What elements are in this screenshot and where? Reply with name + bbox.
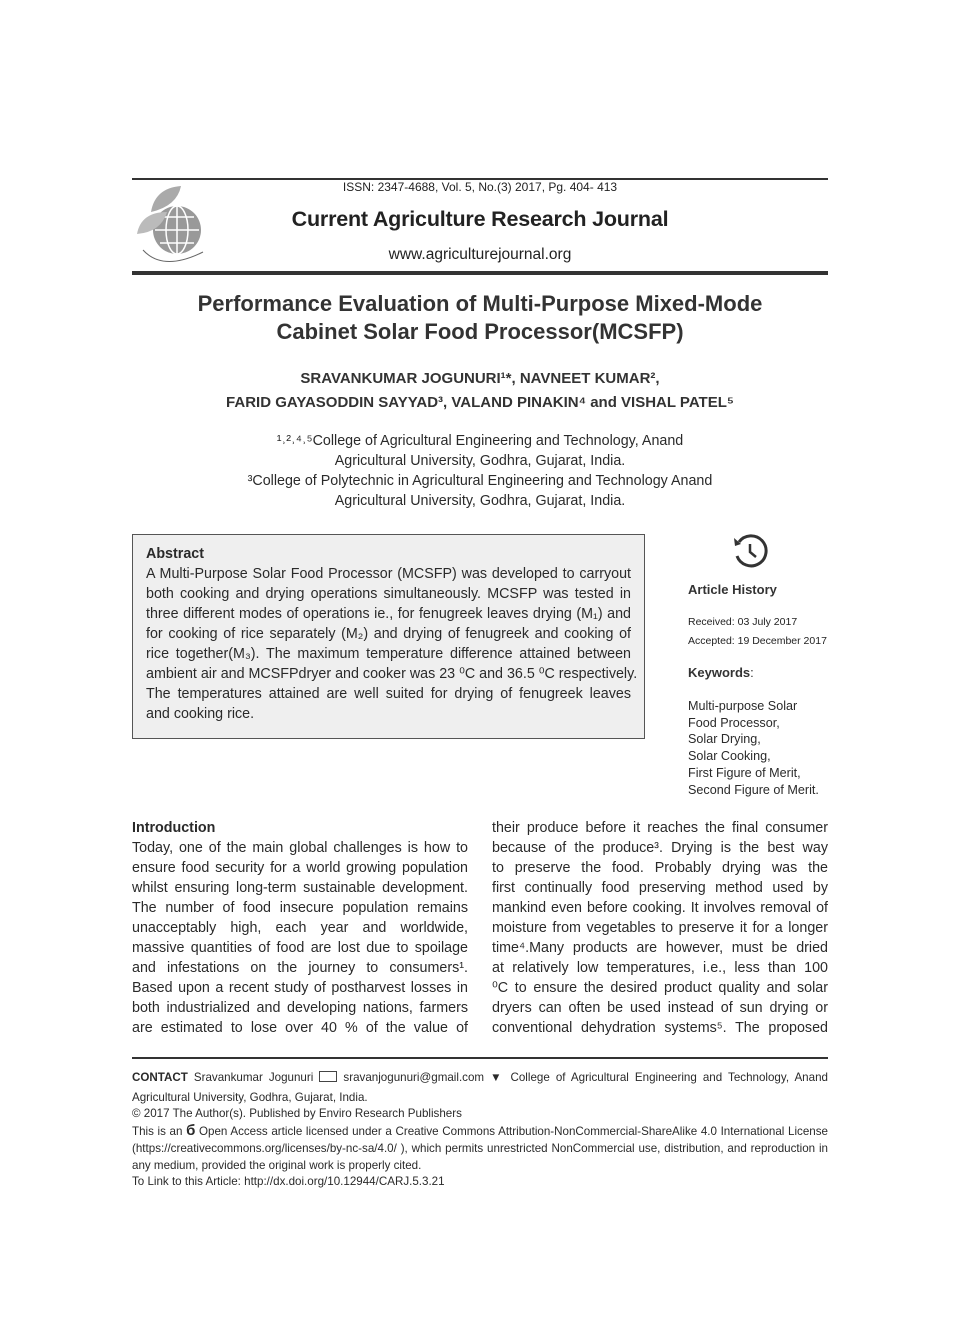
affiliation-line: ³College of Polytechnic in Agricultural Engineering and Technology Anand: [247, 473, 713, 489]
journal-url[interactable]: www.agriculturejournal.org: [388, 246, 572, 263]
text-line: three different modes of operations ie., for fenugreek leaves drying (M₁) and: [146, 606, 631, 622]
text-line: rice together(M₃). The maximum temperature difference attained between: [146, 646, 631, 662]
affiliation-line: ¹˒²˒⁴˒⁵College of Agricultural Engineering and Technology, Anand: [276, 433, 684, 449]
text-line: ambient air and MCSFPdryer and cooker was 23 ⁰C and 36.5 ⁰C respectively.: [146, 666, 638, 682]
text-line: ⁰C to ensure the desired product quality and solar: [492, 980, 828, 996]
affiliation-line: Agricultural University, Godhra, Gujarat, India.: [334, 453, 626, 469]
email-icon: [319, 1071, 337, 1082]
text-line: First Figure of Merit,: [688, 765, 801, 780]
header-bottom-rule: [132, 271, 828, 275]
text-line: Food Processor,: [688, 715, 780, 730]
text-line: dryers can often be used instead of sun drying or: [492, 1000, 828, 1016]
text-line: and cooking rice.: [146, 706, 255, 722]
keywords-list: [688, 698, 819, 798]
article-link[interactable]: To Link to this Article: http://dx.doi.org/10.12944/CARJ.5.3.21: [132, 1175, 445, 1189]
authors-line: SRAVANKUMAR JOGUNURI¹*, NAVNEET KUMAR²,: [300, 370, 660, 387]
affiliations: [0, 431, 960, 511]
text-line: A Multi-Purpose Solar Food Processor (MCSFP) was developed to carryout: [146, 566, 631, 582]
footer-rule: [132, 1057, 828, 1059]
text-line: for cooking of rice separately (M₂) and drying of fenugreek and cooking of: [146, 626, 631, 642]
footer: [132, 1070, 828, 1191]
text-line: at relatively low temperatures, i.e., less than 100: [492, 960, 828, 976]
intro-right-column: [492, 818, 828, 1038]
authors: [0, 367, 960, 415]
text-line: moisture from vegetables to preserve it for a longer: [492, 920, 828, 936]
open-access-icon: б: [186, 1122, 196, 1140]
issn-line: ISSN: 2347-4688, Vol. 5, No.(3) 2017, Pg. 404- 413: [342, 180, 618, 194]
text-line: first continually food preserving method used by: [492, 880, 828, 896]
text-line: The temperatures attained are well suited for drying of fenugreek leaves: [146, 686, 631, 702]
license-line-3: any medium, provided the original work is properly cited.: [132, 1158, 422, 1172]
text-line: Based upon a recent study of postharvest losses in: [132, 980, 468, 996]
title-line: Cabinet Solar Food Processor(MCSFP): [276, 319, 684, 344]
keywords-heading: [688, 665, 754, 680]
copyright: © 2017 The Author(s). Published by Enviro Research Publishers: [132, 1107, 462, 1121]
text-line: Solar Cooking,: [688, 749, 771, 764]
license-text: Open Access article licensed under a Creative Commons Attribution-NonCommercial-ShareAlike 4.0 International License: [199, 1125, 828, 1139]
license-line-2: (https://creativecommons.org/licenses/by-nc-sa/4.0/ ), which permits unrestricted NonCommercial use, distribution, and reproduction in: [132, 1141, 828, 1155]
text-line: conventional dehydration systems⁵. The proposed: [492, 1020, 828, 1036]
article-title: [0, 290, 960, 346]
text-line: unacceptably high, each year and worldwide,: [132, 920, 468, 936]
text-line: because of the produce³. Drying is the best way: [492, 840, 828, 856]
license-prefix: This is an: [132, 1125, 183, 1139]
text-line: time⁴.Many products are however, must be dried: [492, 940, 828, 956]
text-line: Today, one of the main global challenges is how to: [132, 840, 468, 856]
text-line: Solar Drying,: [688, 732, 761, 747]
received-date: Received: 03 July 2017: [688, 616, 798, 628]
contact-email[interactable]: sravanjogunuri@gmail.com: [343, 1071, 485, 1084]
license-line: [132, 1123, 828, 1141]
abstract-text: [146, 564, 638, 724]
contact-label: CONTACT: [132, 1071, 188, 1084]
abstract-box: [132, 534, 645, 739]
keywords-label: Keywords: [688, 665, 751, 680]
authors-line: FARID GAYASODDIN SAYYAD³, VALAND PINAKIN⁴ and VISHAL PATEL⁵: [226, 394, 734, 411]
text-line: both cooking and drying operations simultaneously. MCSFP was tested in: [146, 586, 631, 602]
article-history-heading: Article History: [688, 582, 777, 597]
contact-name: Sravankumar Jogunuri: [193, 1071, 314, 1084]
title-line: Performance Evaluation of Multi-Purpose Mixed-Mode: [197, 291, 763, 316]
text-line: Second Figure of Merit.: [688, 782, 819, 797]
clock-history-icon: [731, 532, 769, 570]
text-line: to preserve the food. Probably drying was the: [492, 860, 828, 876]
accepted-date: Accepted: 19 December 2017: [688, 635, 827, 647]
contact-address-2: Agricultural University, Godhra, Gujarat, India.: [132, 1090, 368, 1104]
text-line: both industrialized and developing nations, farmers: [132, 1000, 468, 1016]
text-line: massive quantities of food are lost due to spoilage: [132, 940, 468, 956]
keywords-colon: :: [750, 665, 754, 680]
text-line: ensure food security for a world growing population: [132, 860, 468, 876]
intro-left-column: [132, 838, 468, 1038]
journal-name: Current Agriculture Research Journal: [291, 207, 669, 231]
text-line: whilst ensuring long-term sustainable development.: [132, 880, 468, 896]
contact-address: College of Agricultural Engineering and Technology, Anand: [510, 1071, 828, 1084]
text-line: The number of food insecure population remains: [132, 900, 468, 916]
contact-line: [132, 1070, 828, 1087]
text-line: their produce before it reaches the final consumer: [492, 820, 828, 836]
text-line: are estimated to lose over 40 % of the value of: [132, 1020, 468, 1036]
text-line: Multi-purpose Solar: [688, 699, 798, 713]
intro-heading: Introduction: [132, 820, 216, 836]
location-pin-icon: ▼: [490, 1071, 505, 1084]
text-line: and infestations on the journey to consumers¹.: [132, 960, 468, 976]
text-line: mankind even before cooking. It involves removal of: [492, 900, 828, 916]
abstract-heading: Abstract: [146, 546, 204, 562]
affiliation-line: Agricultural University, Godhra, Gujarat, India.: [334, 493, 626, 509]
